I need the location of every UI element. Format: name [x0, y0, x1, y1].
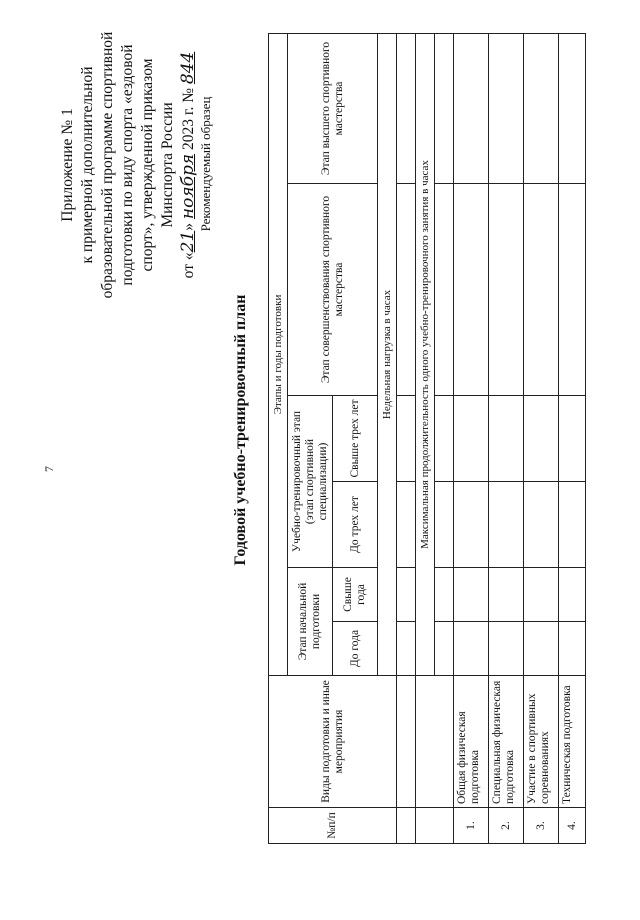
row-label: Участие в спортивных соревнованиях: [524, 676, 559, 808]
table-cell-empty: [524, 33, 559, 183]
max-duration-label: Максимальная продолжительность одного учебно-тренировочного занятия в часах: [416, 33, 435, 675]
stage-higher-header: Этап высшего спортивного мастерства: [288, 33, 378, 183]
annex-line-1: к примерной дополнительной: [79, 66, 96, 264]
table-cell-empty: [454, 622, 489, 676]
stage-improvement-header: Этап совершенствования спортивного мастерства: [288, 184, 378, 396]
table-cell-empty: [489, 396, 524, 482]
sub-training-2: Свыше трех лет: [333, 396, 378, 482]
col-header-activity: Виды подготовки и иные мероприятия: [269, 676, 397, 808]
annex-line-3: подготовки по виду спорта «ездовой: [119, 44, 136, 286]
table-cell-empty: [454, 482, 489, 568]
row-label: Общая физическая подготовка: [454, 676, 489, 808]
table-row: [524, 33, 559, 843]
stage-initial-header: Этап начальной подготовки: [288, 568, 333, 676]
annex-title: Приложение № 1: [59, 108, 76, 222]
row-number: 3.: [524, 808, 559, 844]
row-label: Техническая подготовка: [559, 676, 586, 808]
table-cell-empty: [397, 568, 416, 622]
table-cell-empty: [524, 622, 559, 676]
table-cell-empty: [435, 622, 454, 676]
date-month-handwritten: ноября: [178, 153, 198, 220]
table-cell-empty: [454, 184, 489, 396]
table-cell-empty: [454, 396, 489, 482]
page-number: 7: [42, 466, 56, 472]
sub-initial-1: До года: [333, 622, 378, 676]
table-cell-empty: [454, 568, 489, 622]
annex-line-2: образовательной программе спортивной: [99, 31, 116, 299]
table-row: [454, 33, 489, 843]
table-cell-empty: [489, 482, 524, 568]
table-cell-empty: [559, 33, 586, 183]
table-cell-empty: [454, 33, 489, 183]
row-number: 1.: [454, 808, 489, 844]
table-cell-empty: [435, 482, 454, 568]
table-row: [559, 33, 586, 843]
annex-date-line: [178, 10, 199, 320]
table-cell-empty: [435, 184, 454, 396]
table-cell-empty: [397, 482, 416, 568]
training-plan-table: [268, 33, 586, 844]
table-cell-empty: [397, 396, 416, 482]
table-cell-empty: [489, 33, 524, 183]
table-cell-empty: [524, 568, 559, 622]
date-day-handwritten: 21: [178, 230, 198, 253]
table-cell-empty: [397, 808, 416, 844]
row-number: 4.: [559, 808, 586, 844]
table-cell-empty: [524, 184, 559, 396]
weekly-load-label: Недельная нагрузка в часах: [378, 33, 397, 675]
sub-training-1: До трех лет: [333, 482, 378, 568]
stage-training-header: Учебно-тренировочный этап (этап спортивной специализации): [288, 396, 333, 568]
table-cell-empty: [559, 396, 586, 482]
table-cell-empty: [559, 622, 586, 676]
recommended-label: Рекомендуемый образец: [198, 96, 213, 232]
table-cell-empty: [524, 482, 559, 568]
annex-line-5: Минспорта России: [159, 102, 176, 228]
annex-block: [58, 10, 199, 320]
table-cell-empty: [559, 482, 586, 568]
table-cell-empty: [559, 184, 586, 396]
table-cell-empty: [416, 808, 454, 844]
table-cell-empty: [435, 396, 454, 482]
col-header-num: №п/п: [269, 808, 397, 844]
plan-title: Годовой учебно-тренировочный план: [232, 294, 249, 566]
table-cell-empty: [435, 568, 454, 622]
table-cell-empty: [559, 568, 586, 622]
date-prefix: от «: [180, 252, 197, 279]
table-row: [489, 33, 524, 843]
stages-header: Этапы и годы подготовки: [269, 33, 288, 675]
table-cell-empty: [489, 568, 524, 622]
table-cell-empty: [489, 184, 524, 396]
table-cell-empty: [397, 676, 416, 808]
order-number-handwritten: 844: [178, 51, 198, 85]
table-cell-empty: [397, 33, 416, 183]
table-cell-empty: [435, 33, 454, 183]
table-cell-empty: [489, 622, 524, 676]
table-cell-empty: [397, 622, 416, 676]
date-mid: »: [180, 219, 197, 231]
sub-initial-2: Свыше года: [333, 568, 378, 622]
date-year: 2023 г. №: [180, 84, 197, 154]
row-label: Специальная физическая подготовка: [489, 676, 524, 808]
annex-line-4: спорт», утвержденной приказом: [139, 58, 156, 272]
table-cell-empty: [397, 184, 416, 396]
table-cell-empty: [524, 396, 559, 482]
row-number: 2.: [489, 808, 524, 844]
table-cell-empty: [416, 676, 454, 808]
